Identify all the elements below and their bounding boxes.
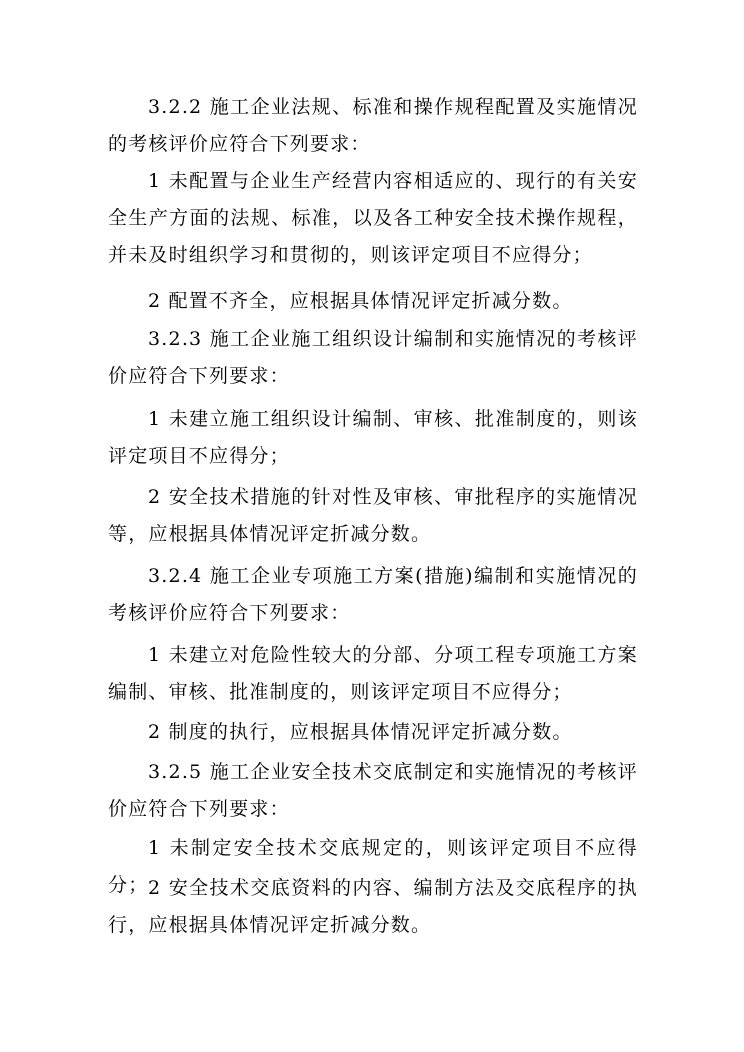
- clause-3-2-4-item-1: 1 未建立对危险性较大的分部、分项工程专项施工方案编制、审核、批准制度的，则该评定项目不应得分；: [108, 644, 638, 703]
- clause-3-2-4-item-2: 2 制度的执行，应根据具体情况评定折减分数。: [148, 721, 573, 743]
- clause-3-2-2-item-2: 2 配置不齐全，应根据具体情况评定折减分数。: [148, 290, 573, 312]
- clause-3-2-3-heading: 3.2.3 施工企业施工组织设计编制和实施情况的考核评价应符合下列要求：: [108, 328, 638, 387]
- clause-3-2-3-item-2: 2 安全技术措施的针对性及审核、审批程序的实施情况等，应根据具体情况评定折减分数。: [108, 486, 638, 545]
- clause-3-2-5-heading: 3.2.5 施工企业安全技术交底制定和实施情况的考核评价应符合下列要求：: [108, 761, 638, 820]
- clause-3-2-5-item-2: 2 安全技术交底资料的内容、编制方法及交底程序的执行，应根据具体情况评定折减分数。: [108, 877, 638, 936]
- clause-3-2-3-item-1: 1 未建立施工组织设计编制、审核、批准制度的，则该评定项目不应得分；: [108, 408, 638, 467]
- clause-3-2-4-heading: 3.2.4 施工企业专项施工方案(措施)编制和实施情况的考核评价应符合下列要求：: [108, 565, 638, 624]
- clause-3-2-2-heading: 3.2.2 施工企业法规、标准和操作规程配置及实施情况的考核评价应符合下列要求：: [108, 96, 638, 155]
- clause-3-2-5-item-1: 1 未制定安全技术交底规定的，则该评定项目不应得分；: [108, 837, 638, 896]
- clause-3-2-2-item-1: 1 未配置与企业生产经营内容相适应的、现行的有关安全生产方面的法规、标准，以及各工种安全技术操作规程，并未及时组织学习和贯彻的，则该评定项目不应得分；: [108, 170, 638, 266]
